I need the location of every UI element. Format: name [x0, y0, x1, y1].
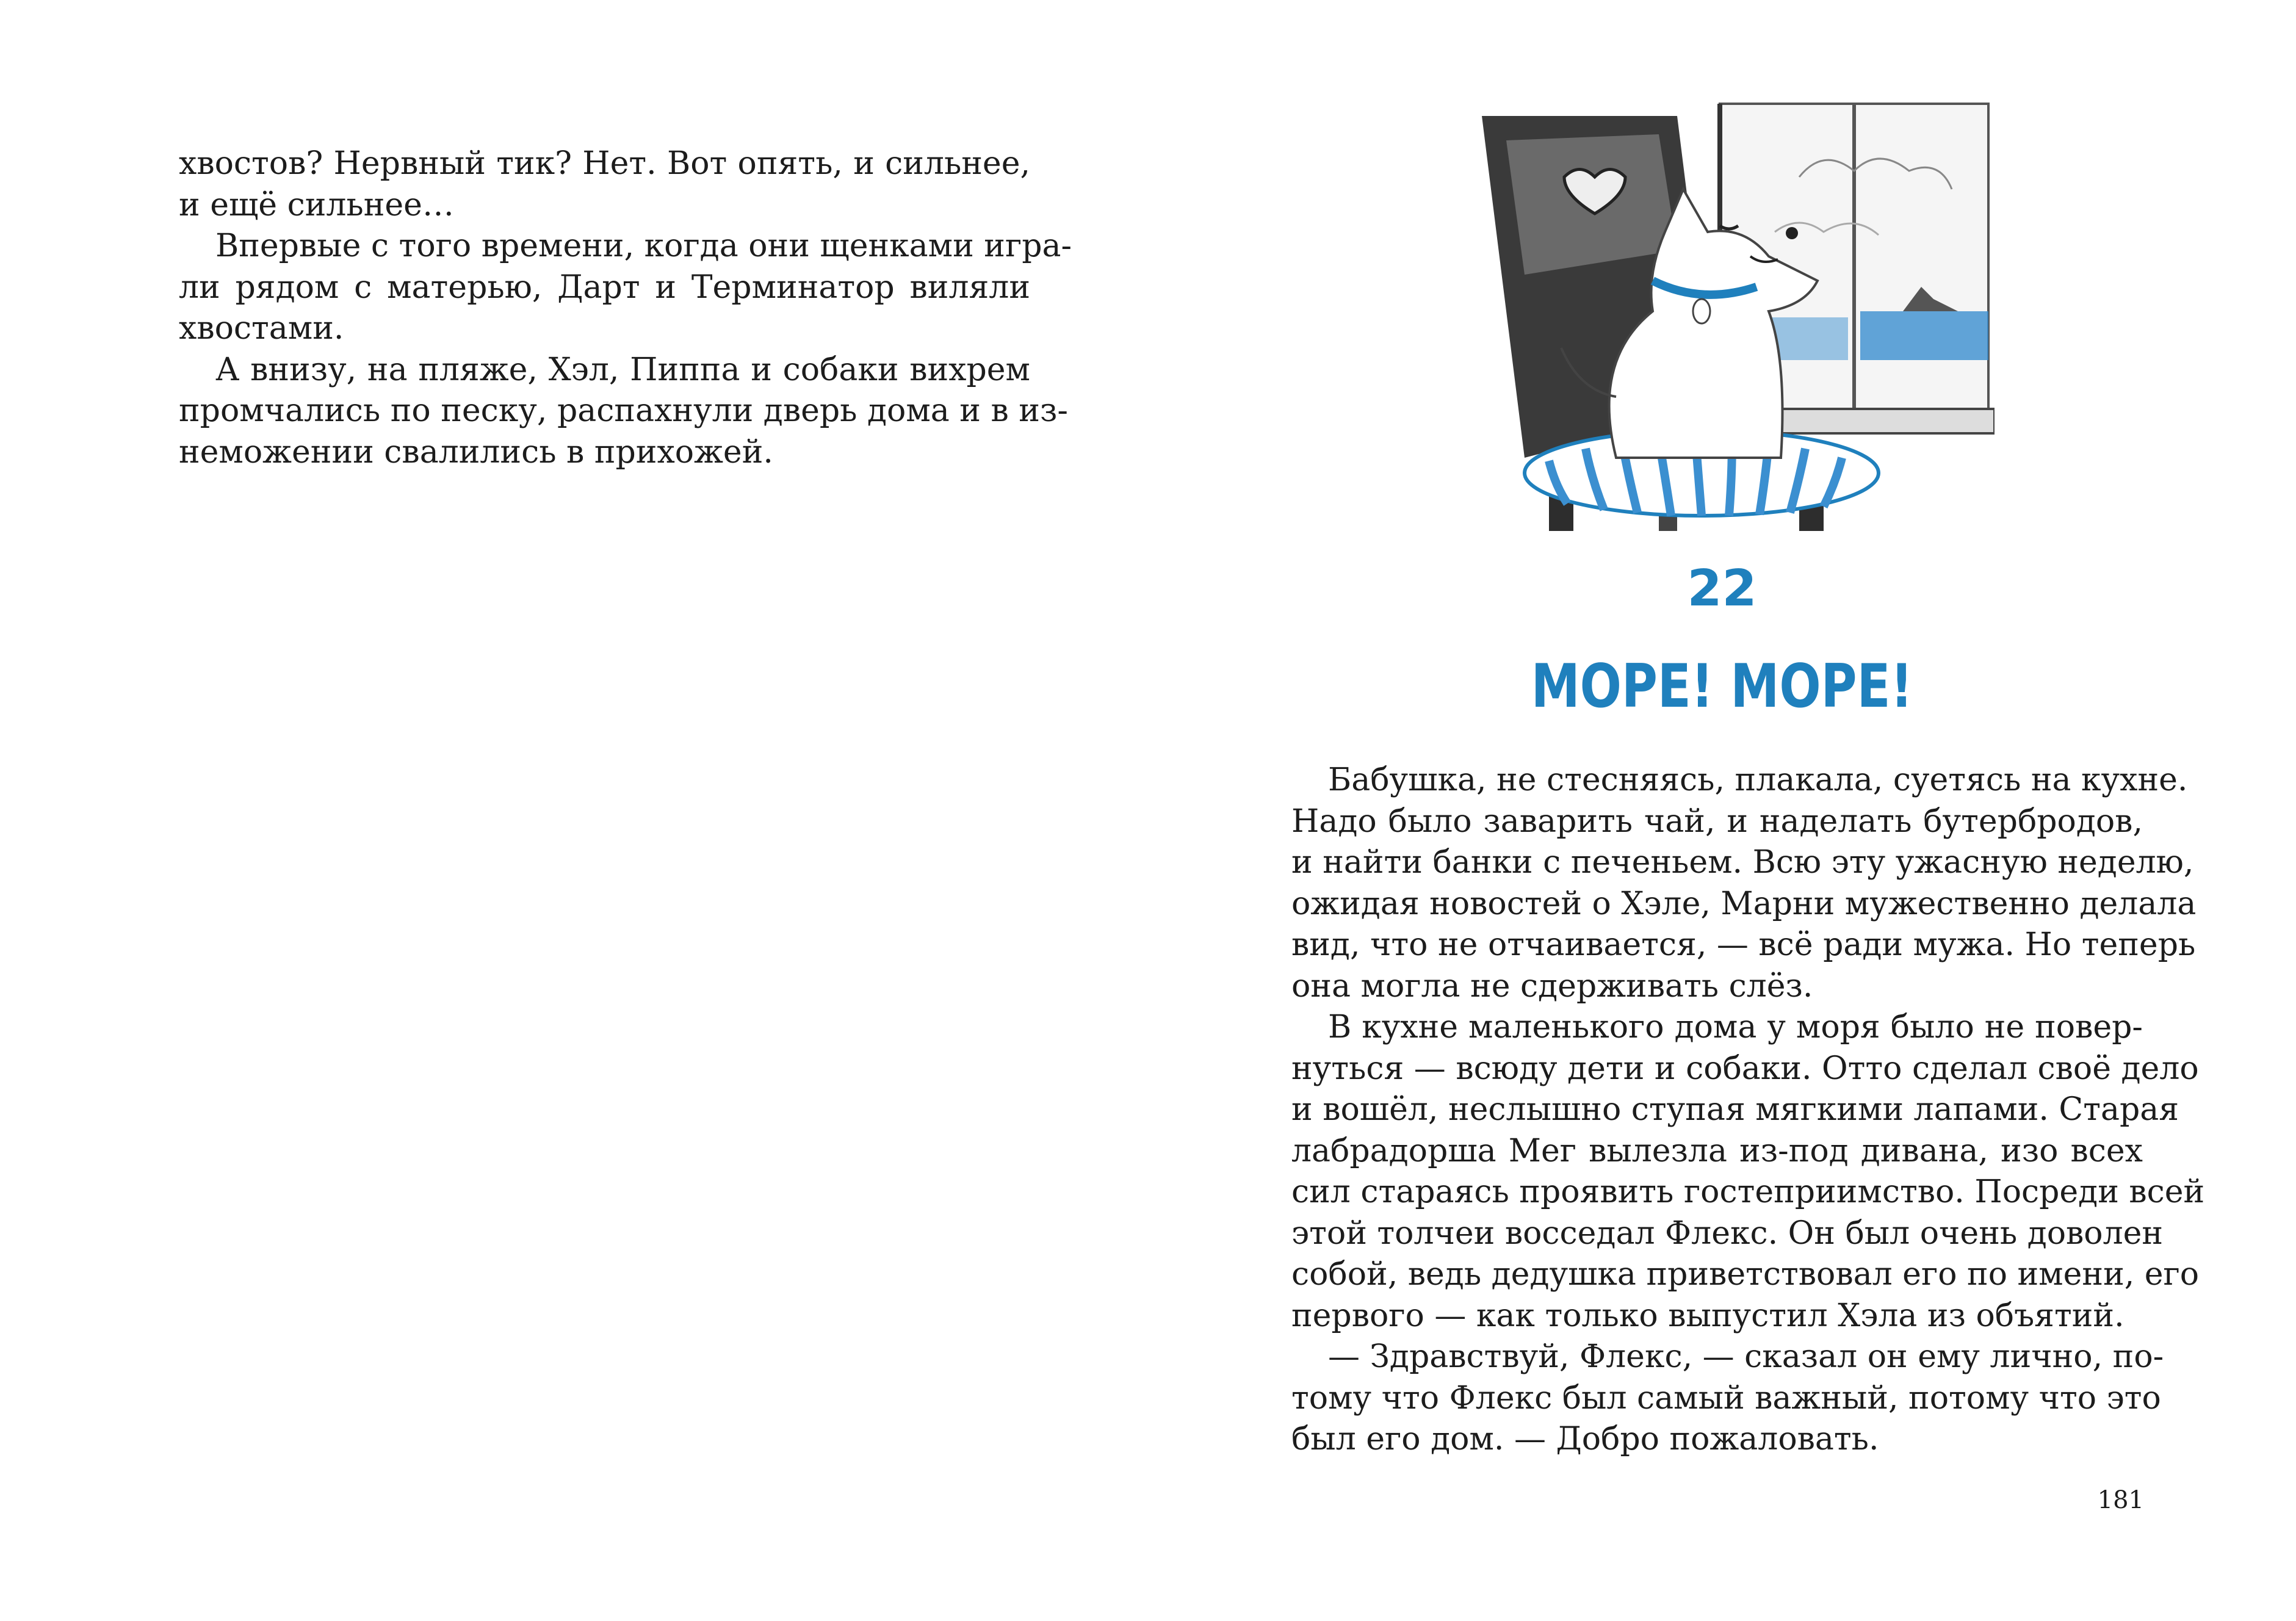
- text-line: В кухне маленького дома у моря было не повер-: [1328, 1009, 2143, 1045]
- text-line: и ещё сильнее…: [179, 186, 454, 223]
- text-line: промчались по песку, распахнули дверь дома и в из-: [179, 392, 1068, 429]
- text-line: Бабушка, не стесняясь, плакала, суетясь на кухне.: [1328, 762, 2188, 798]
- chapter-title: МОРЕ! МОРЕ!: [1531, 652, 1913, 721]
- text-line: и вошёл, неслышно ступая мягкими лапами. Старая: [1291, 1091, 2179, 1128]
- text-line: нуться — всюду дети и собаки. Отто сделал своё дело: [1291, 1050, 2199, 1087]
- text-line: она могла не сдерживать слёз.: [1291, 967, 1813, 1005]
- text-line: А внизу, на пляже, Хэл, Пиппа и собаки вихрем: [215, 351, 1030, 388]
- text-line: — Здравствуй, Флекс, — сказал он ему лично, по-: [1328, 1338, 2164, 1375]
- left-page-body: [179, 143, 1072, 473]
- text-line: тому что Флекс был самый важный, потому что это: [1291, 1379, 2161, 1417]
- text-line: неможении свалились в прихожей.: [179, 433, 773, 471]
- text-line: этой толчеи восседал Флекс. Он был очень доволен: [1291, 1215, 2164, 1252]
- text-line: сил стараясь проявить гостеприимство. Посреди всей: [1291, 1174, 2205, 1210]
- text-line: Надо было заварить чай, и наделать бутербродов,: [1291, 803, 2143, 840]
- text-line: собой, ведь дедушка приветствовал его по имени, его: [1291, 1256, 2200, 1293]
- chapter-number: 22: [1687, 560, 1757, 618]
- right-page-body: [1291, 760, 2205, 1460]
- text-line: лабрадорша Мег вылезла из-под дивана, изо всех: [1291, 1132, 2143, 1169]
- text-line: Впервые с того времени, когда они щенками игра-: [215, 228, 1072, 264]
- text-line: вид, что не отчаивается, — всё ради мужа. Но теперь: [1291, 926, 2196, 963]
- text-line: первого — как только выпустил Хэла из объятий.: [1291, 1297, 2125, 1334]
- text-line: ожидая новостей о Хэле, Марни мужественно делала: [1291, 885, 2197, 922]
- page-number: 181: [2097, 1486, 2144, 1514]
- text-line: хвостов? Нервный тик? Нет. Вот опять, и сильнее,: [179, 145, 1030, 182]
- dog-on-chair-illustration: [1457, 92, 1995, 531]
- right-page: [1148, 0, 2296, 1621]
- text-line: хвостами.: [179, 310, 344, 347]
- text-line: был его дом. — Добро пожаловать.: [1291, 1421, 1879, 1457]
- text-line: ли рядом с матерью, Дарт и Терминатор виляли: [179, 269, 1030, 306]
- text-line: и найти банки с печеньем. Всю эту ужасную неделю,: [1291, 844, 2194, 881]
